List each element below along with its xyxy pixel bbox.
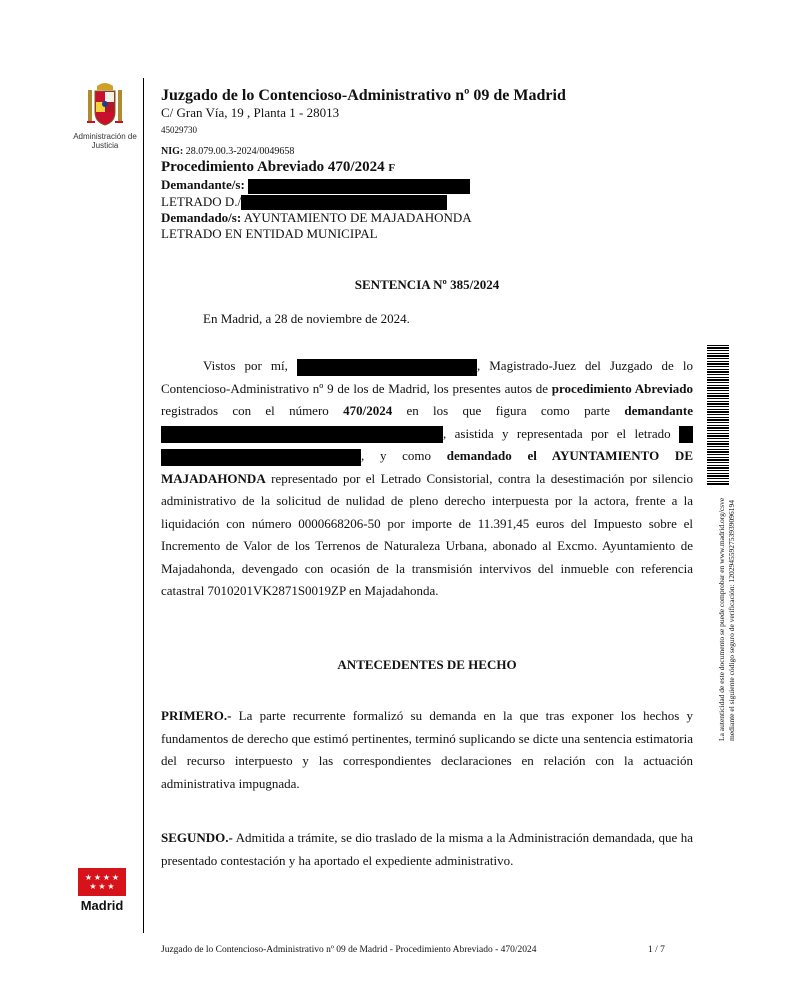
demandante-line [161,177,701,194]
text-run: representado por el Letrado Consistorial, contra la desestimación por silencio administrativo de la solicitud de nulidad de pleno derecho interpuesta por la actora, frente a la liquidación con número 0000668206-50 por importe de 11.391,45 euros del Impuesto sobre el Incremento de Valor de los Terrenos de Naturaleza Urbana, abonado al Excmo. Ayuntamiento de Majadahonda, devengado con ocasión de la transmisión intervivos del inmueble con referencia catastral 7010201VK2871S0019ZP en Majadahonda. [161,470,693,598]
demandado-value: AYUNTAMIENTO DE MAJADAHONDA [243,210,472,226]
letrado-label: LETRADO D./ [161,193,242,209]
text-run: registrados con el número [161,403,344,418]
court-address: C/ Gran Vía, 19 , Planta 1 - 28013 [161,105,340,120]
madrid-wordmark: Madrid [80,898,124,913]
letrado-entidad: LETRADO EN ENTIDAD MUNICIPAL [161,226,378,242]
place-date-text: En Madrid, a 28 de noviembre de 2024. [203,311,410,326]
bold-run: demandado el AYUNTAMIENTO DE MAJADAHONDA [161,448,693,486]
procedure-suffix: F [388,162,396,174]
redaction-box [161,449,361,466]
procedure-number: Procedimiento Abreviado 470/2024 [161,159,385,175]
verification-line-1: La autenticidad de este documento se puede comprobar en www.madrid.org/csve [717,497,726,741]
redaction-box [248,179,470,194]
text-run: La parte recurrente formalizó su demanda en la que tras exponer los hechos y fundamentos de derecho que estimó pertinentes, terminó suplicando se dicte una sentencia estimatoria del recurso interpuesto y las correspondientes declaraciones en relación con la actuación administrativa impugnada. [161,708,693,791]
redaction-box [297,359,477,376]
text-run: , y como [361,448,447,463]
paragraph-vistos-text [161,355,693,603]
bold-run: 470/2024 [343,403,393,418]
court-code: 45029730 [161,125,197,135]
madrid-flag-icon: ★ ★ ★ ★ ★ ★ ★ [78,868,126,896]
text-run: , asistida y representada por el letrado [443,425,679,441]
verification-line-2: mediante el siguiente código seguro de verificación: 1202945592753939096194 [727,500,736,741]
madrid-logo [78,868,126,913]
demandado-line [161,210,701,226]
segundo-label: SEGUNDO.- [161,830,233,845]
text-run: Vistos por mí, [203,358,297,373]
paragraph-primero [161,705,693,795]
nig-value: 28.079.00.3-2024/0049658 [185,146,295,157]
nig-label: NIG: [161,146,184,157]
document-header [161,86,701,242]
redaction-box [161,426,443,443]
page-number: 1 / 7 [648,945,665,955]
redaction-box [679,426,693,443]
paragraph-segundo [161,827,693,872]
bold-run: procedimiento Abreviado [551,380,693,396]
text-run: , Magistrado-Juez del Juzgado de lo Contencioso-Administrativo nº 9 de los de Madrid, los presentes autos de [161,358,693,396]
page-footer: Juzgado de lo Contencioso-Administrativo nº 09 de Madrid - Procedimiento Abreviado - 470/2024 [161,945,537,955]
court-name: Juzgado de lo Contencioso-Administrativo nº 09 de Madrid [161,87,566,104]
demandante-label: Demandante/s: [161,177,245,192]
text-run: en los que figura como parte [392,403,625,418]
paragraph-segundo-text [161,827,693,872]
redaction-box [241,195,447,210]
nig-line [161,145,701,158]
procedure-title [161,158,701,177]
primero-label: PRIMERO.- [161,708,232,723]
antecedentes-title: ANTECEDENTES DE HECHO [337,657,517,672]
margin-line [143,78,144,933]
paragraph-vistos [161,355,693,603]
verification-barcode [707,345,729,485]
letrado-line [161,194,701,211]
demandado-label: Demandado/s: [161,210,242,226]
paragraph-primero-text [161,705,693,795]
text-run: Admitida a trámite, se dio traslado de la misma a la Administración demandada, que ha presentado contestación y ha aportado el expediente administrativo. [161,830,693,868]
bold-run: demandante [624,403,693,418]
place-date [161,308,693,331]
verification-text [717,498,737,741]
sentence-title: SENTENCIA Nº 385/2024 [354,277,500,292]
seal-caption: Administración de Justicia [73,132,137,150]
